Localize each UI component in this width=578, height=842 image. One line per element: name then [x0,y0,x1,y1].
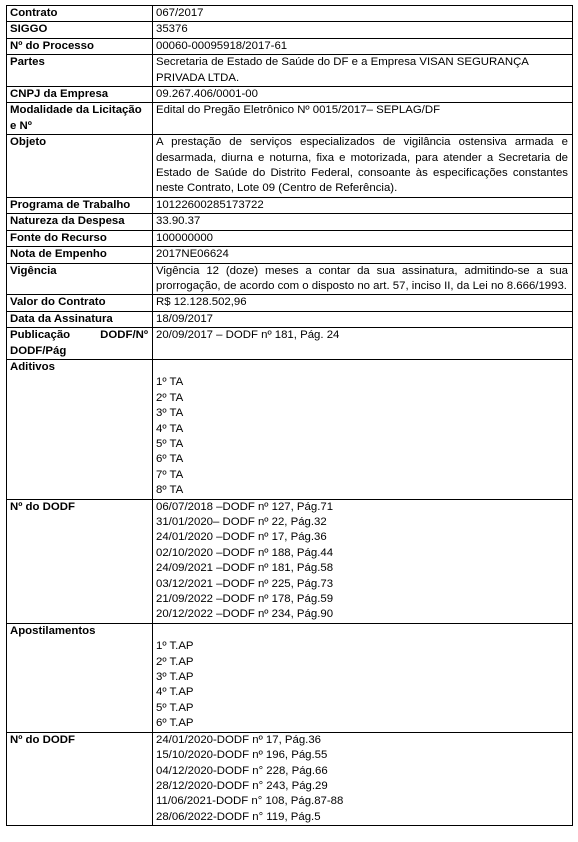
value-aditivos [153,359,573,499]
value-modalidade: Edital do Pregão Eletrônico Nº 0015/2017– SEPLAG/DF [153,103,573,135]
row-natureza [7,214,573,230]
label-dodf-apostilamentos: Nº do DODF [7,732,153,825]
row-assinatura [7,311,573,327]
list-item: 3º TA [156,407,184,420]
list-item: 6º T.AP [156,717,194,730]
list-item: 03/12/2021 –DODF nº 225, Pág.73 [156,577,334,590]
list-item: 21/09/2022 –DODF nº 178, Pág.59 [156,593,334,606]
label-publicacao-word: Publicação [10,329,71,342]
label-partes: Partes [7,55,153,87]
value-partes: Secretaria de Estado de Saúde do DF e a Empresa VISAN SEGURANÇA PRIVADA LTDA. [153,55,573,87]
value-assinatura: 18/09/2017 [153,311,573,327]
row-processo [7,38,573,54]
value-objeto: A prestação de serviços especializados de vigilância ostensiva armada e desarmada, diurna e noturna, fixa e motorizada, para atender a Secretaria de Estado de Saúde do Distrito Federal, consoante às especificações constantes neste Contrato, Lote 09 (Centro de Referência). [153,135,573,198]
label-valor: Valor do Contrato [7,295,153,311]
list-item: 7º TA [156,468,184,481]
row-cnpj [7,87,573,103]
value-contrato: 067/2017 [153,6,573,22]
value-processo: 00060-00095918/2017-61 [153,38,573,54]
label-cnpj: CNPJ da Empresa [7,87,153,103]
label-empenho: Nota de Empenho [7,247,153,263]
row-modalidade [7,103,573,135]
value-siggo: 35376 [153,22,573,38]
list-item: 2º TA [156,391,184,404]
list-item: 11/06/2021-DODF n° 108, Pág.87-88 [156,795,344,808]
value-fonte: 100000000 [153,230,573,246]
label-aditivos: Aditivos [7,359,153,499]
label-programa: Programa de Trabalho [7,197,153,213]
list-item: 28/12/2020-DODF n° 243, Pág.29 [156,779,328,792]
list-item: 8º TA [156,484,184,497]
label-vigencia: Vigência [7,263,153,295]
value-empenho: 2017NE06624 [153,247,573,263]
row-apostilamentos [7,623,573,732]
list-item: 5º T.AP [156,701,194,714]
row-aditivos [7,359,573,499]
row-vigencia [7,263,573,295]
label-publicacao-dodf-no: DODF/Nº [100,329,148,342]
list-item: 20/12/2022 –DODF nº 234, Pág.90 [156,608,334,621]
row-siggo [7,22,573,38]
list-item: 04/12/2020-DODF n° 228, Pág.66 [156,764,328,777]
list-item: 3º T.AP [156,671,194,684]
list-item: 02/10/2020 –DODF nº 188, Pág.44 [156,546,334,559]
list-item: 24/09/2021 –DODF nº 181, Pág.58 [156,562,334,575]
value-natureza: 33.90.37 [153,214,573,230]
value-publicacao: 20/09/2017 – DODF nº 181, Pág. 24 [153,328,573,360]
list-item: 4º T.AP [156,686,194,699]
value-apostilamentos [153,623,573,732]
value-dodf-aditivos [153,499,573,623]
label-processo: Nº do Processo [7,38,153,54]
label-modalidade: Modalidade da Licitação e Nº [7,103,153,135]
label-publicacao-line1 [10,328,148,343]
row-fonte [7,230,573,246]
label-siggo: SIGGO [7,22,153,38]
value-valor: R$ 12.128.502,96 [153,295,573,311]
label-apostilamentos: Apostilamentos [7,623,153,732]
label-contrato: Contrato [7,6,153,22]
list-item: 1º TA [156,376,184,389]
row-partes [7,55,573,87]
list-item: 31/01/2020– DODF nº 22, Pág.32 [156,516,327,528]
list-item: 5º TA [156,437,184,450]
list-item: 2º T.AP [156,655,194,668]
row-dodf-aditivos [7,499,573,623]
value-cnpj: 09.267.406/0001-00 [153,87,573,103]
label-natureza: Natureza da Despesa [7,214,153,230]
value-vigencia: Vigência 12 (doze) meses a contar da sua assinatura, admitindo-se a sua prorrogação, de acordo com o disposto no art. 57, inciso II, da Lei no 8.666/1993. [153,263,573,295]
value-dodf-apostilamentos [153,732,573,825]
row-contrato [7,6,573,22]
list-item: 06/07/2018 –DODF nº 127, Pág.71 [156,500,334,513]
row-empenho [7,247,573,263]
list-item: 1º T.AP [156,640,194,653]
value-programa: 10122600285173722 [153,197,573,213]
list-item: 24/01/2020 –DODF nº 17, Pág.36 [156,531,327,544]
row-publicacao [7,328,573,360]
label-objeto: Objeto [7,135,153,198]
label-publicacao [7,328,153,360]
list-item: 15/10/2020-DODF nº 196, Pág.55 [156,749,328,762]
row-dodf-apostilamentos [7,732,573,825]
label-publicacao-dodf-pag: DODF/Pág [10,344,67,357]
label-assinatura: Data da Assinatura [7,311,153,327]
list-item: 28/06/2022-DODF n° 119, Pág.5 [156,810,321,823]
list-item: 6º TA [156,453,184,466]
row-objeto [7,135,573,198]
row-programa [7,197,573,213]
label-fonte: Fonte do Recurso [7,230,153,246]
contract-table [6,5,573,826]
list-item: 24/01/2020-DODF nº 17, Pág.36 [156,733,321,746]
list-item: 4º TA [156,422,184,435]
row-valor [7,295,573,311]
label-dodf-aditivos: Nº do DODF [7,499,153,623]
